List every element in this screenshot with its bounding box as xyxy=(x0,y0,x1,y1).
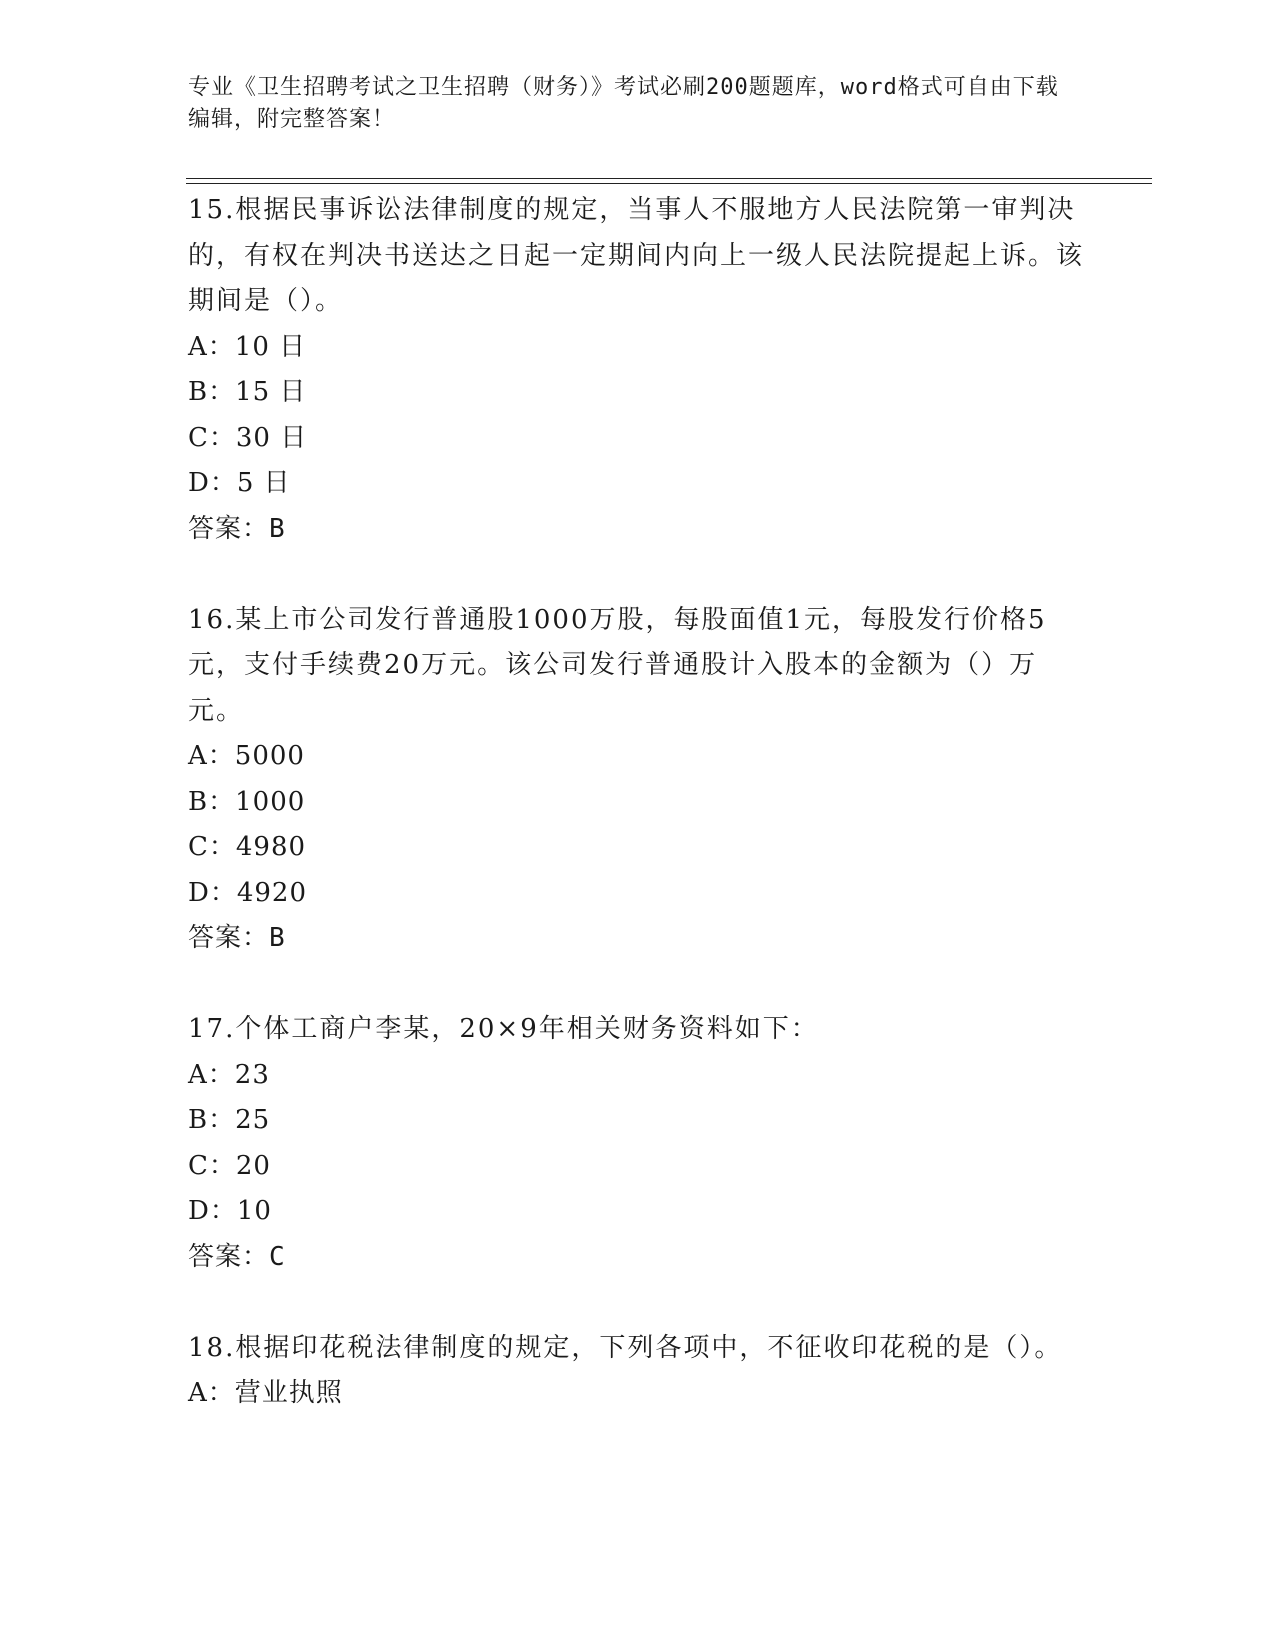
option-c: C：20 xyxy=(188,1150,271,1181)
option-c: C：4980 xyxy=(188,832,307,862)
option-b: B：1000 xyxy=(188,786,306,817)
option-a: A：23 xyxy=(188,1059,270,1090)
question-stem: 16.某上市公司发行普通股1000万股，每股面值1元，每股发行价格5元，支付手续费20万元。该公司发行普通股计入股本的金额为（）万元。 xyxy=(188,604,1047,726)
document-header: 专业《卫生招聘考试之卫生招聘（财务）》考试必刷200题题库，word格式可自由下载编辑，附完整答案！ xyxy=(188,75,1059,132)
option-a: A：营业执照 xyxy=(188,1378,343,1408)
option-d: D：5 日 xyxy=(188,468,291,498)
option-d: D：10 xyxy=(188,1196,272,1226)
question-item xyxy=(188,188,1088,552)
option-c: C：30 日 xyxy=(188,422,308,453)
option-a: A：10 日 xyxy=(188,331,307,362)
question-item xyxy=(188,598,1088,962)
question-stem: 17.个体工商户李某，20×9年相关财务资料如下： xyxy=(188,1014,819,1044)
header-rule-top xyxy=(186,178,1152,179)
option-a: A：5000 xyxy=(188,741,305,771)
question-stem: 15.根据民事诉讼法律制度的规定，当事人不服地方人民法院第一审判决的，有权在判决书送达之日起一定期间内向上一级人民法院提起上诉。该期间是（）。 xyxy=(188,195,1085,316)
question-gap xyxy=(188,552,1088,598)
question-gap xyxy=(188,1280,1088,1326)
question-gap xyxy=(188,962,1088,1008)
option-d: D：4920 xyxy=(188,877,308,908)
question-stem: 18.根据印花税法律制度的规定，下列各项中，不征收印花税的是（）。 xyxy=(188,1332,1063,1363)
answer-label: 答案：C xyxy=(188,1241,286,1272)
answer-label: 答案：B xyxy=(188,923,286,953)
header-rule-bottom xyxy=(186,183,1152,184)
question-item xyxy=(188,1007,1088,1280)
option-b: B：15 日 xyxy=(188,377,307,407)
option-b: B：25 xyxy=(188,1105,271,1135)
answer-label: 答案：B xyxy=(188,513,286,544)
question-item xyxy=(188,1326,1088,1417)
question-list xyxy=(188,188,1088,1417)
